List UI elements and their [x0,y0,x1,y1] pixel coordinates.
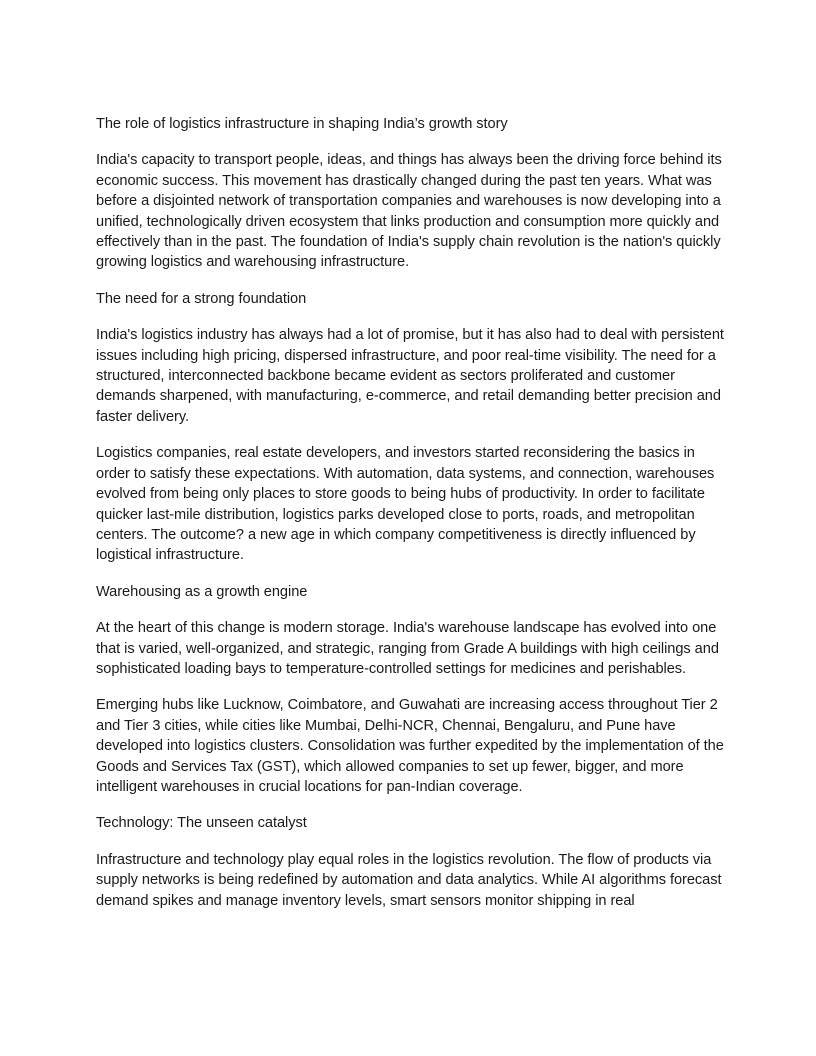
document-title: The role of logistics infrastructure in shaping India’s growth story [96,116,508,132]
paragraph: Emerging hubs like Lucknow, Coimbatore, and Guwahati are increasing access throughout Tier 2 and Tier 3 cities, while cities like Mumbai, Delhi-NCR, Chennai, Bengaluru, and Pune have developed into logistics clusters. Consolidation was further expedited by the implementation of the Goods and Services Tax (GST), which allowed companies to set up fewer, bigger, and more intelligent warehouses in crucial locations for pan-Indian coverage. [96,697,724,795]
paragraph: Logistics companies, real estate developers, and investors started reconsidering the basics in order to satisfy these expectations. With automation, data systems, and connection, warehouses evolved from being only places to store goods to being hubs of productivity. In order to facilitate quicker last-mile distribution, logistics parks developed close to ports, roads, and metropolitan centers. The outcome? a new age in which company competitiveness is directly influenced by logistical infrastructure. [96,445,715,564]
paragraph: Infrastructure and technology play equal roles in the logistics revolution. The flow of products via supply networks is being redefined by automation and data analytics. While AI algorithms forecast demand spikes and manage inventory levels, smart sensors monitor shipping in real [96,851,722,909]
section-heading-technology: Technology: The unseen catalyst [96,815,307,832]
section-heading-warehousing: Warehousing as a growth engine [96,583,308,600]
paragraph: At the heart of this change is modern storage. India's warehouse landscape has evolved into one that is varied, well-organized, and strategic, ranging from Grade A buildings with high ceilings and sophisticated loading bays to temperature-controlled settings for medicines and perishables. [96,620,719,677]
document-page [96,114,724,927]
paragraph: India's logistics industry has always had a lot of promise, but it has also had to deal with persistent issues including high pricing, dispersed infrastructure, and poor real-time visibility. The need for a structured, interconnected backbone became evident as sectors proliferated and customer demands sharpened, with manufacturing, e-commerce, and retail demanding better precision and faster delivery. [96,327,724,425]
section-heading-foundation: The need for a strong foundation [96,290,307,307]
intro-paragraph: India's capacity to transport people, ideas, and things has always been the driving force behind its economic success. This movement has drastically changed during the past ten years. What was before a disjointed network of transportation companies and warehouses is now developing into a unified, technologically driven ecosystem that links production and consumption more quickly and effectively than in the past. The foundation of India's supply chain revolution is the nation's quickly growing logistics and warehousing infrastructure. [96,152,722,271]
